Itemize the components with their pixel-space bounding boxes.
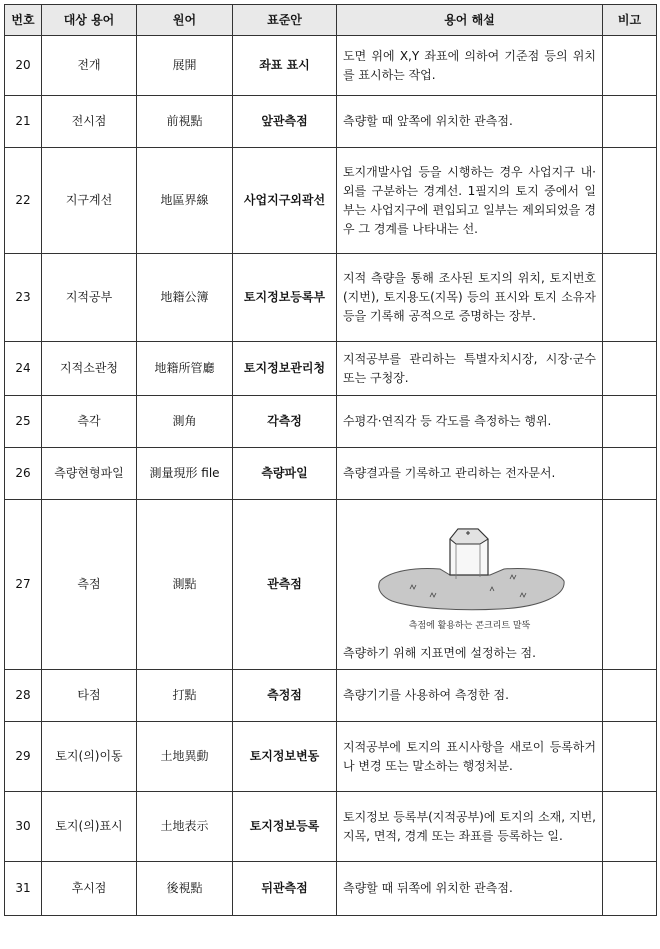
row-no: 29 [5,722,42,792]
row-definition: 측량결과를 기록하고 관리하는 전자문서. [337,448,603,500]
row-standard: 앞관측점 [233,96,337,148]
row-origin: 土地表示 [137,792,233,862]
glossary-table [4,4,657,916]
table-row [5,396,657,448]
row-term: 측각 [42,396,137,448]
row-no: 26 [5,448,42,500]
row-term: 지적소관청 [42,342,137,396]
row-no: 24 [5,342,42,396]
row-remark [603,36,657,96]
table-row [5,500,657,670]
row-standard: 측량파일 [233,448,337,500]
row-remark [603,96,657,148]
row-term: 측량현형파일 [42,448,137,500]
row-definition: 측량기기를 사용하여 측정한 점. [337,670,603,722]
header-no: 번호 [5,5,42,36]
row-term: 전개 [42,36,137,96]
row-definition: 측량하기 위해 지표면에 설정하는 점. [343,646,536,660]
row-standard: 측정점 [233,670,337,722]
row-standard: 좌표 표시 [233,36,337,96]
row-definition: 토지개발사업 등을 시행하는 경우 사업지구 내·외를 구분하는 경계선. 1필지의 토지 중에서 일부는 사업지구에 편입되고 일부는 제외되었을 경우 그 경계를 나타내는 선. [337,148,603,254]
row-definition: 도면 위에 X,Y 좌표에 의하여 기준점 등의 위치를 표시하는 작업. [337,36,603,96]
row-no: 30 [5,792,42,862]
row-standard: 사업지구외곽선 [233,148,337,254]
row-remark [603,342,657,396]
table-row [5,722,657,792]
row-origin: 土地異動 [137,722,233,792]
table-row [5,792,657,862]
table-row [5,342,657,396]
table-row [5,36,657,96]
row-no: 28 [5,670,42,722]
header-definition: 용어 해설 [337,5,603,36]
row-origin: 後視點 [137,862,233,916]
row-standard: 각측정 [233,396,337,448]
row-remark [603,500,657,670]
row-remark [603,722,657,792]
row-origin: 前視點 [137,96,233,148]
glossary-table-wrapper [4,4,657,916]
header-standard: 표준안 [233,5,337,36]
row-remark [603,448,657,500]
row-term: 전시점 [42,96,137,148]
row-standard: 관측점 [233,500,337,670]
row-term: 지적공부 [42,254,137,342]
row-term: 타점 [42,670,137,722]
row-term: 토지(의)이동 [42,722,137,792]
row-term: 지구계선 [42,148,137,254]
concrete-stake-illustration [370,519,570,619]
row-no: 20 [5,36,42,96]
row-origin: 測點 [137,500,233,670]
header-row [5,5,657,36]
row-definition: 수평각·연직각 등 각도를 측정하는 행위. [337,396,603,448]
row-standard: 토지정보관리청 [233,342,337,396]
table-row [5,448,657,500]
illustration-caption: 측점에 활용하는 콘크리트 말뚝 [408,621,531,631]
table-row [5,148,657,254]
row-definition-cell [337,500,603,670]
row-definition: 지적공부를 관리하는 특별자치시장, 시장·군수 또는 구청장. [337,342,603,396]
row-definition: 지적공부에 토지의 표시사항을 새로이 등록하거나 변경 또는 말소하는 행정처분. [337,722,603,792]
header-term: 대상 용어 [42,5,137,36]
row-remark [603,148,657,254]
row-definition: 측량할 때 뒤쪽에 위치한 관측점. [337,862,603,916]
row-remark [603,254,657,342]
row-remark [603,396,657,448]
table-row [5,862,657,916]
table-row [5,254,657,342]
row-standard: 토지정보등록부 [233,254,337,342]
row-definition: 측량할 때 앞쪽에 위치한 관측점. [337,96,603,148]
row-no: 23 [5,254,42,342]
row-term: 토지(의)표시 [42,792,137,862]
row-origin: 打點 [137,670,233,722]
row-standard: 토지정보등록 [233,792,337,862]
row-remark [603,792,657,862]
header-origin: 원어 [137,5,233,36]
row-term: 후시점 [42,862,137,916]
row-definition: 지적 측량을 통해 조사된 토지의 위치, 토지번호(지번), 토지용도(지목) 등의 표시와 토지 소유자 등을 기록해 공적으로 증명하는 장부. [337,254,603,342]
row-no: 21 [5,96,42,148]
row-remark [603,862,657,916]
row-origin: 測角 [137,396,233,448]
header-remark: 비고 [603,5,657,36]
row-no: 27 [5,500,42,670]
row-standard: 토지정보변동 [233,722,337,792]
row-origin: 展開 [137,36,233,96]
row-term: 측점 [42,500,137,670]
table-row [5,670,657,722]
row-remark [603,670,657,722]
row-standard: 뒤관측점 [233,862,337,916]
row-origin: 地區界線 [137,148,233,254]
row-no: 22 [5,148,42,254]
row-origin: 地籍所管廳 [137,342,233,396]
row-no: 25 [5,396,42,448]
table-row [5,96,657,148]
row-origin: 測量現形 file [137,448,233,500]
row-definition: 토지정보 등록부(지적공부)에 토지의 소재, 지번, 지목, 면적, 경계 또는 좌표를 등록하는 일. [337,792,603,862]
row-no: 31 [5,862,42,916]
row-origin: 地籍公簿 [137,254,233,342]
